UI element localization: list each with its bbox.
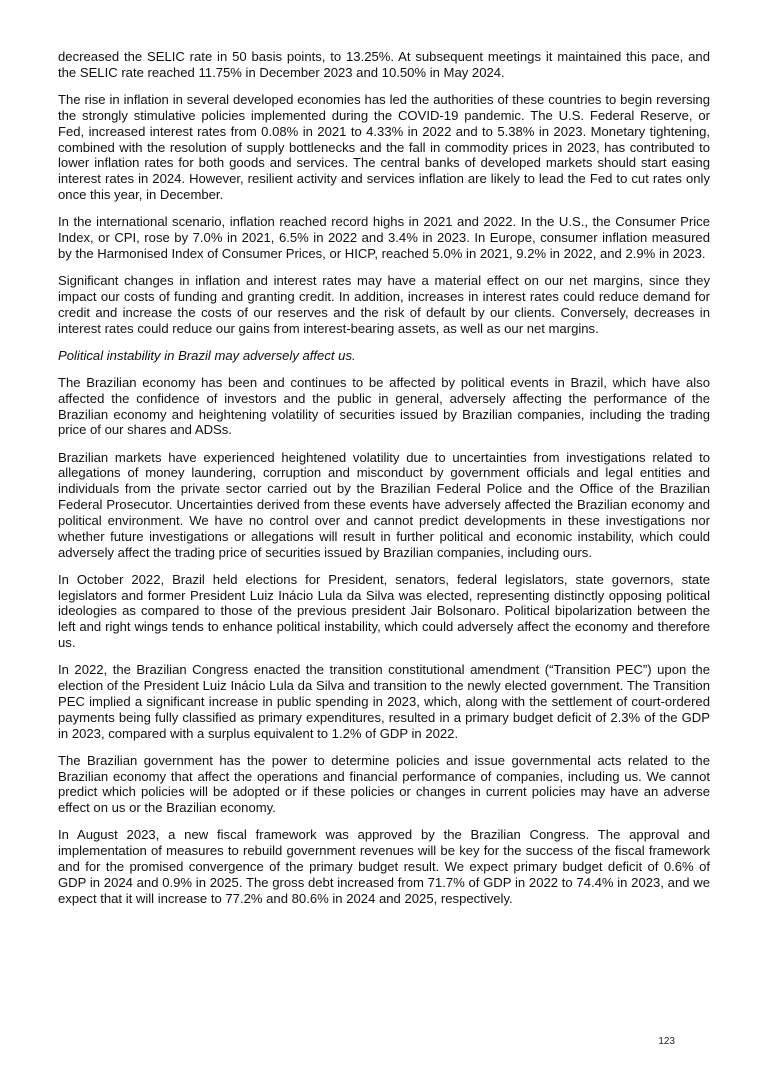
paragraph-2022-elections: In October 2022, Brazil held elections for President, senators, federal legislators, state governors, state legislators and former President Luiz Inácio Lula da Silva was elected, representing distinctly opposing political ideologies as compared to those of the previous president Jair Bolsonaro. Political bipolarization between the left and right wings tends to enhance political instability, which could adversely affect the economy and therefore us. <box>58 571 710 651</box>
paragraph-government-policies: The Brazilian government has the power to determine policies and issue governmental acts related to the Brazilian economy that affect the operations and financial performance of companies, including us. We cannot predict which policies will be adopted or if these policies or changes in current policies may have an adverse effect on us or the Brazilian economy. <box>58 752 710 816</box>
paragraph-developed-economies-inflation: The rise in inflation in several developed economies has led the authorities of these countries to begin reversing the strongly stimulative policies implemented during the COVID-19 pandemic. The U.S. Federal Reserve, or Fed, increased interest rates from 0.08% in 2021 to 4.33% in 2022 and to 5.38% in 2023. Monetary tightening, combined with the resolution of supply bottlenecks and the fall in commodity prices in 2023, has contributed to lower inflation rates for both goods and services. The central banks of developed markets should start easing interest rates in 2024. However, resilient activity and services inflation are likely to lead the Fed to cut rates only once this year, in December. <box>58 91 710 203</box>
paragraph-selic-rate: decreased the SELIC rate in 50 basis points, to 13.25%. At subsequent meetings it maintained this pace, and the SELIC rate reached 11.75% in December 2023 and 10.50% in May 2024. <box>58 49 710 80</box>
document-page <box>58 49 710 918</box>
section-heading-political-instability: Political instability in Brazil may adversely affect us. <box>58 347 356 363</box>
paragraph-market-volatility: Brazilian markets have experienced heightened volatility due to uncertainties from investigations related to allegations of money laundering, corruption and misconduct by government officials and legal entities and individuals from the private sector carried out by the Brazilian Federal Police and the Office of the Brazilian Federal Prosecutor. Uncertainties derived from these events have adversely affected the Brazilian economy and political environment. We have no control over and cannot predict developments in these investigations nor whether future investigations or allegations will result in further political and economic instability, which could adversely affect the trading price of securities issued by Brazilian companies, including ours. <box>58 449 710 560</box>
page-number: 123 <box>658 1036 675 1047</box>
paragraph-fiscal-framework: In August 2023, a new fiscal framework was approved by the Brazilian Congress. The approval and implementation of measures to rebuild government revenues will be key for the success of the fiscal framework and for the promised convergence of the primary budget result. We expect primary budget deficit of 0.6% of GDP in 2024 and 0.9% in 2025. The gross debt increased from 71.7% of GDP in 2022 to 74.4% in 2023, and we expect that it will increase to 77.2% and 80.6% in 2024 and 2025, respectively. <box>58 827 710 906</box>
paragraph-transition-pec: In 2022, the Brazilian Congress enacted the transition constitutional amendment (“Transition PEC”) upon the election of the President Luiz Inácio Lula da Silva and transition to the newly elected government. The Transition PEC implied a significant increase in public spending in 2023, which, along with the settlement of court-ordered payments being fully classified as primary expenditures, resulted in a primary budget deficit of 2.3% of the GDP in 2023, compared with a surplus equivalent to 1.2% of GDP in 2022. <box>58 662 710 741</box>
paragraph-political-events: The Brazilian economy has been and continues to be affected by political events in Brazil, which have also affected the confidence of investors and the public in general, adversely affecting the performance of the Brazilian economy and heightening volatility of securities issued by Brazilian companies, including the trading price of our shares and ADSs. <box>58 374 710 438</box>
paragraph-international-inflation: In the international scenario, inflation reached record highs in 2021 and 2022. In the U.S., the Consumer Price Index, or CPI, rose by 7.0% in 2021, 6.5% in 2022 and 3.4% in 2023. In Europe, consumer inflation measured by the Harmonised Index of Consumer Prices, or HICP, reached 5.0% in 2021, 9.2% in 2022, and 2.9% in 2023. <box>58 214 710 261</box>
paragraph-net-margins-effect: Significant changes in inflation and interest rates may have a material effect on our net margins, since they impact our costs of funding and granting credit. In addition, increases in interest rates could reduce demand for credit and increase the costs of our reserves and the risk of default by our clients. Conversely, decreases in interest rates could reduce our gains from interest-bearing assets, as well as our net margins. <box>58 273 710 336</box>
